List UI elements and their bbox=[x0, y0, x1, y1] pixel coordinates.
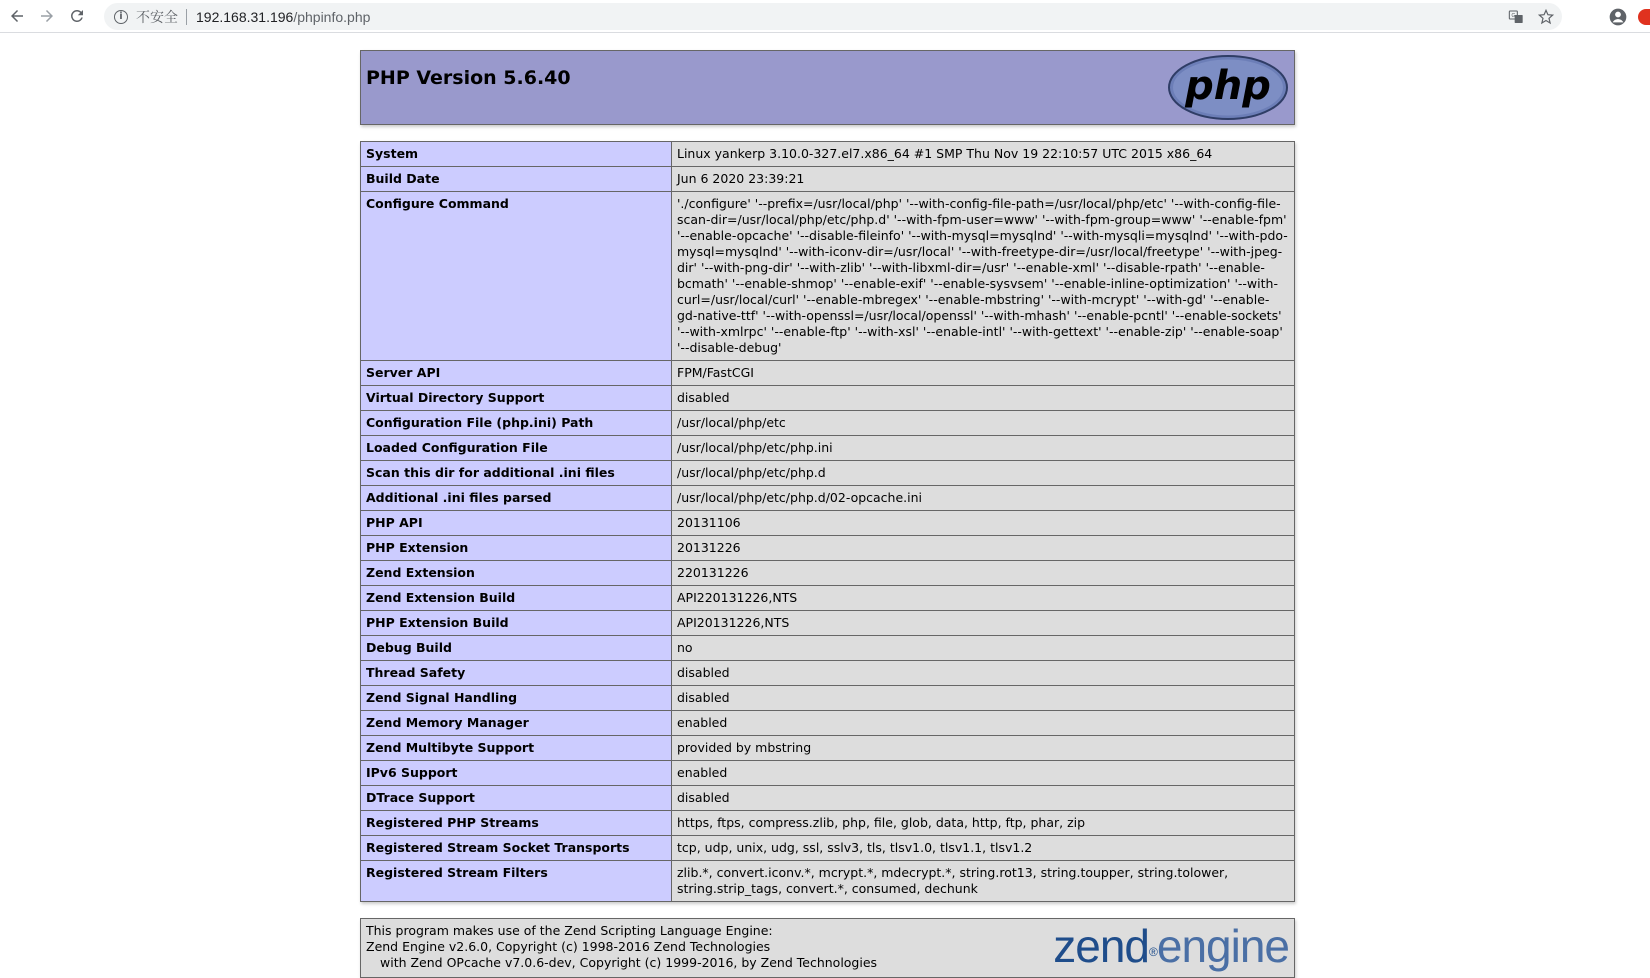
info-icon[interactable]: i bbox=[114, 10, 128, 24]
row-key: Virtual Directory Support bbox=[361, 386, 672, 411]
row-value: disabled bbox=[672, 686, 1295, 711]
row-key: PHP Extension Build bbox=[361, 611, 672, 636]
row-value: /usr/local/php/etc/php.ini bbox=[672, 436, 1295, 461]
zend-line-3: with Zend OPcache v7.0.6-dev, Copyright (c) 1999-2016, by Zend Technologies bbox=[380, 955, 878, 970]
zend-logo-part2: engine bbox=[1156, 920, 1289, 972]
svg-text:G: G bbox=[1511, 12, 1516, 19]
row-key: PHP API bbox=[361, 511, 672, 536]
table-row bbox=[361, 167, 1295, 192]
row-value: /usr/local/php/etc/php.d/02-opcache.ini bbox=[672, 486, 1295, 511]
row-key: Server API bbox=[361, 361, 672, 386]
url-host: 192.168.31.196 bbox=[196, 8, 294, 25]
zend-line-1: This program makes use of the Zend Scripting Language Engine: bbox=[366, 923, 773, 938]
row-value: './configure' '--prefix=/usr/local/php' '--with-config-file-path=/usr/local/php/etc' '--with-config-file-scan-dir=/usr/local/php/etc/php.d' '--with-fpm-user=www' '--with-fpm-group=www' '--enable-fpm' '--enable-opcache' '--disable-fileinfo' '--with-mysql=mysqlnd' '--with-mysqli=mysqlnd' '--with-pdo-mysql=mysqlnd' '--with-iconv-dir=/usr/local' '--with-freetype-dir=/usr/local/freetype' '--with-jpeg-dir' '--with-png-dir' '--with-zlib' '--with-libxml-dir=/usr' '--enable-xml' '--disable-rpath' '--enable-bcmath' '--enable-shmop' '--enable-exif' '--enable-sysvsem' '--enable-inline-optimization' '--with-curl=/usr/local/curl' '--enable-mbregex' '--enable-mbstring' '--with-mcrypt' '--with-gd' '--enable-gd-native-ttf' '--with-openssl=/usr/local/openssl' '--with-mhash' '--enable-pcntl' '--enable-sockets' '--with-xmlrpc' '--enable-ftp' '--with-xsl' '--enable-intl' '--with-gettext' '--enable-zip' '--enable-soap' '--disable-debug' bbox=[672, 192, 1295, 361]
forward-arrow-icon bbox=[38, 7, 56, 25]
row-key: Additional .ini files parsed bbox=[361, 486, 672, 511]
zend-logo-part1: zend bbox=[1053, 920, 1150, 972]
row-value: zlib.*, convert.iconv.*, mcrypt.*, mdecrypt.*, string.rot13, string.toupper, string.tolower, string.strip_tags, convert.*, consumed, dechunk bbox=[672, 861, 1295, 902]
row-value: disabled bbox=[672, 661, 1295, 686]
row-key: System bbox=[361, 142, 672, 167]
table-row bbox=[361, 386, 1295, 411]
row-key: Registered Stream Filters bbox=[361, 861, 672, 902]
row-key: Scan this dir for additional .ini files bbox=[361, 461, 672, 486]
table-row bbox=[361, 786, 1295, 811]
row-key: Zend Memory Manager bbox=[361, 711, 672, 736]
row-value: enabled bbox=[672, 711, 1295, 736]
table-row bbox=[361, 761, 1295, 786]
row-key: PHP Extension bbox=[361, 536, 672, 561]
row-value: disabled bbox=[672, 386, 1295, 411]
row-value: provided by mbstring bbox=[672, 736, 1295, 761]
row-key: Zend Multibyte Support bbox=[361, 736, 672, 761]
back-arrow-icon bbox=[8, 7, 26, 25]
page-title: PHP Version 5.6.40 bbox=[366, 67, 571, 89]
php-logo-text: php bbox=[1185, 63, 1271, 109]
row-value: FPM/FastCGI bbox=[672, 361, 1295, 386]
reload-icon bbox=[68, 7, 86, 25]
table-row bbox=[361, 661, 1295, 686]
table-row bbox=[361, 511, 1295, 536]
table-row bbox=[361, 192, 1295, 361]
row-key: Configure Command bbox=[361, 192, 672, 361]
table-row bbox=[361, 861, 1295, 902]
row-key: Build Date bbox=[361, 167, 672, 192]
row-value: Jun 6 2020 23:39:21 bbox=[672, 167, 1295, 192]
row-key: Configuration File (php.ini) Path bbox=[361, 411, 672, 436]
row-value: no bbox=[672, 636, 1295, 661]
row-key: Thread Safety bbox=[361, 661, 672, 686]
row-value: /usr/local/php/etc bbox=[672, 411, 1295, 436]
address-bar[interactable] bbox=[104, 3, 1562, 30]
table-row bbox=[361, 736, 1295, 761]
url-path: /phpinfo.php bbox=[293, 8, 371, 25]
row-value: /usr/local/php/etc/php.d bbox=[672, 461, 1295, 486]
phpinfo-content bbox=[360, 50, 1295, 978]
zend-logo-mark: ® bbox=[1149, 945, 1157, 959]
row-value: API20131226,NTS bbox=[672, 611, 1295, 636]
forward-button[interactable] bbox=[32, 1, 62, 31]
zend-engine-logo[interactable] bbox=[1053, 921, 1289, 971]
row-value: API220131226,NTS bbox=[672, 586, 1295, 611]
row-key: Loaded Configuration File bbox=[361, 436, 672, 461]
zend-line-2: Zend Engine v2.6.0, Copyright (c) 1998-2016 Zend Technologies bbox=[366, 939, 771, 954]
browser-toolbar bbox=[0, 0, 1650, 33]
table-row bbox=[361, 686, 1295, 711]
not-secure-label: 不安全 bbox=[136, 8, 178, 25]
table-row bbox=[361, 586, 1295, 611]
table-row bbox=[361, 611, 1295, 636]
table-row bbox=[361, 711, 1295, 736]
row-key: DTrace Support bbox=[361, 786, 672, 811]
info-table bbox=[360, 141, 1295, 902]
table-row bbox=[361, 411, 1295, 436]
reload-button[interactable] bbox=[62, 1, 92, 31]
row-key: Registered PHP Streams bbox=[361, 811, 672, 836]
toolbar-right bbox=[1608, 0, 1650, 33]
table-row bbox=[361, 486, 1295, 511]
table-row bbox=[361, 436, 1295, 461]
row-key: Zend Extension bbox=[361, 561, 672, 586]
table-row bbox=[361, 536, 1295, 561]
row-value: tcp, udp, unix, udg, ssl, sslv3, tls, tlsv1.0, tlsv1.1, tlsv1.2 bbox=[672, 836, 1295, 861]
row-key: Zend Signal Handling bbox=[361, 686, 672, 711]
table-row bbox=[361, 361, 1295, 386]
row-value: 20131106 bbox=[672, 511, 1295, 536]
table-row bbox=[361, 561, 1295, 586]
account-icon[interactable] bbox=[1608, 7, 1628, 27]
row-value: enabled bbox=[672, 761, 1295, 786]
info-table-body bbox=[361, 142, 1295, 902]
table-row bbox=[361, 811, 1295, 836]
table-row bbox=[361, 636, 1295, 661]
table-row bbox=[361, 836, 1295, 861]
table-row bbox=[361, 142, 1295, 167]
row-value: disabled bbox=[672, 786, 1295, 811]
row-key: Registered Stream Socket Transports bbox=[361, 836, 672, 861]
php-version-header bbox=[360, 50, 1295, 125]
row-key: Zend Extension Build bbox=[361, 586, 672, 611]
extension-icon[interactable] bbox=[1638, 9, 1650, 25]
back-button[interactable] bbox=[2, 1, 32, 31]
row-key: IPv6 Support bbox=[361, 761, 672, 786]
star-icon[interactable] bbox=[1538, 9, 1554, 25]
row-value: Linux yankerp 3.10.0-327.el7.x86_64 #1 SMP Thu Nov 19 22:10:57 UTC 2015 x86_64 bbox=[672, 142, 1295, 167]
table-row bbox=[361, 461, 1295, 486]
php-logo-icon[interactable] bbox=[1167, 54, 1289, 121]
row-value: https, ftps, compress.zlib, php, file, glob, data, http, ftp, phar, zip bbox=[672, 811, 1295, 836]
row-value: 20131226 bbox=[672, 536, 1295, 561]
row-value: 220131226 bbox=[672, 561, 1295, 586]
address-separator bbox=[186, 9, 187, 25]
translate-icon[interactable] bbox=[1508, 9, 1524, 25]
address-bar-actions bbox=[1508, 3, 1554, 30]
zend-engine-box bbox=[360, 918, 1295, 978]
row-key: Debug Build bbox=[361, 636, 672, 661]
